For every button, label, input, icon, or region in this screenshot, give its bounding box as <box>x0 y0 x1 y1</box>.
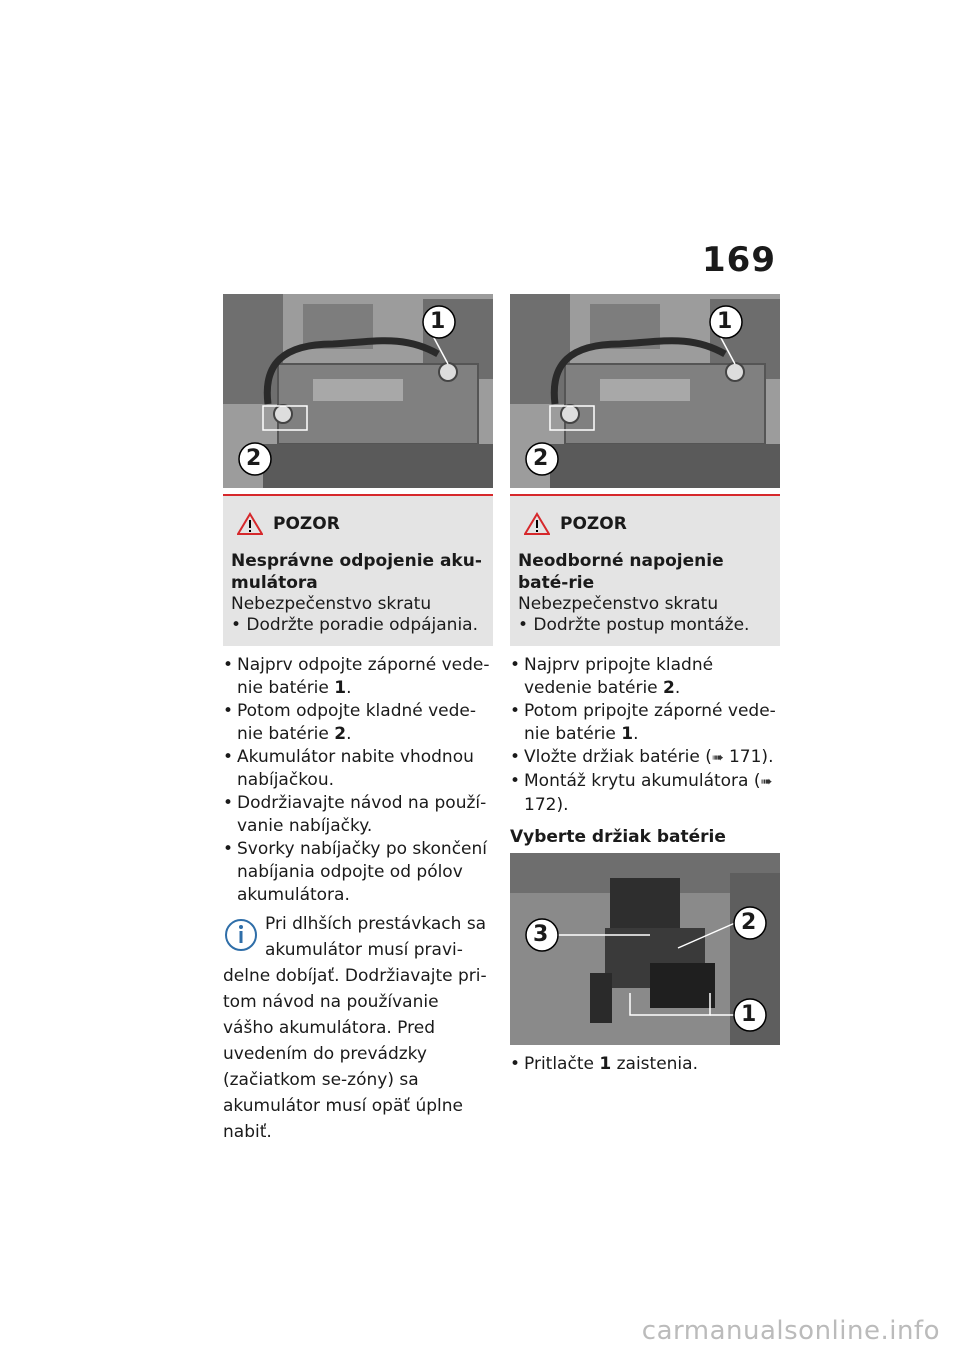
warning-triangle-icon <box>237 512 263 536</box>
page-number: 169 <box>702 240 776 280</box>
list-item: • Najprv odpojte záporné vede-nie batérie 1. <box>223 654 493 700</box>
warning-subtitle: Neodborné napojenie baté-rie <box>518 551 724 593</box>
warning-box <box>223 494 493 646</box>
step-list <box>510 1053 780 1076</box>
info-text: Pri dlhších prestávkach sa akumulátor musí pravi-delne dobíjať. Dodržiavajte pri-tom návod na používanie vášho akumulátora. Pred uvedením do prevádzky (začiatkom se-zóny) sa akumulátor musí opäť úplne nabiť. <box>223 914 487 1142</box>
callout-label-2: 2 <box>741 910 757 935</box>
callout-label-1: 1 <box>717 309 733 334</box>
warning-title: POZOR <box>560 514 627 534</box>
list-item: • Dodržiavajte návod na použí-vanie nabíjačky. <box>223 792 493 838</box>
warning-triangle-icon <box>524 512 550 536</box>
battery-illustration <box>223 294 493 488</box>
callout-label-2: 2 <box>246 446 262 471</box>
page-ref-arrow-icon: ➠ <box>760 774 773 790</box>
section-title: Vyberte držiak batérie <box>510 827 726 847</box>
callout-label-3: 3 <box>533 922 549 947</box>
warning-box <box>510 494 780 646</box>
list-item: • Potom odpojte kladné vede-nie batérie 2. <box>223 700 493 746</box>
page-ref-arrow-icon: ➠ <box>711 750 724 766</box>
callout-label-2: 2 <box>533 446 549 471</box>
battery-holder-illustration <box>510 853 780 1045</box>
list-item: • Vložte držiak batérie (➠ 171). <box>510 746 780 770</box>
battery-holder-photo <box>510 853 780 1045</box>
warning-title: POZOR <box>273 514 340 534</box>
info-note <box>223 911 493 1145</box>
info-icon <box>223 915 259 955</box>
battery-illustration <box>510 294 780 488</box>
list-item: • Svorky nabíjačky po skončení nabíjania odpojte od pólov akumulátora. <box>223 838 493 907</box>
step-list <box>510 654 780 817</box>
callout-label-1: 1 <box>741 1002 757 1027</box>
watermark: carmanualsonline.info <box>641 1316 940 1346</box>
list-item: • Akumulátor nabite vhodnou nabíjačkou. <box>223 746 493 792</box>
battery-photo-left <box>223 294 493 488</box>
step-list <box>223 654 493 907</box>
list-item: • Pritlačte 1 zaistenia. <box>510 1053 780 1076</box>
warning-subtitle: Nesprávne odpojenie aku-mulátora <box>231 551 482 593</box>
left-column <box>223 294 493 1145</box>
warning-hazard: Nebezpečenstvo skratu <box>231 594 432 614</box>
battery-photo-right <box>510 294 780 488</box>
list-item: • Potom pripojte záporné vede-nie batérie 1. <box>510 700 780 746</box>
warning-action: • Dodržte postup montáže. <box>518 615 750 635</box>
list-item: • Najprv pripojte kladné vedenie batérie 2. <box>510 654 780 700</box>
list-item: • Montáž krytu akumulátora (➠ 172). <box>510 770 780 817</box>
callout-label-1: 1 <box>430 309 446 334</box>
warning-hazard: Nebezpečenstvo skratu <box>518 594 719 614</box>
right-column <box>510 294 780 1076</box>
warning-action: • Dodržte poradie odpájania. <box>231 615 478 635</box>
